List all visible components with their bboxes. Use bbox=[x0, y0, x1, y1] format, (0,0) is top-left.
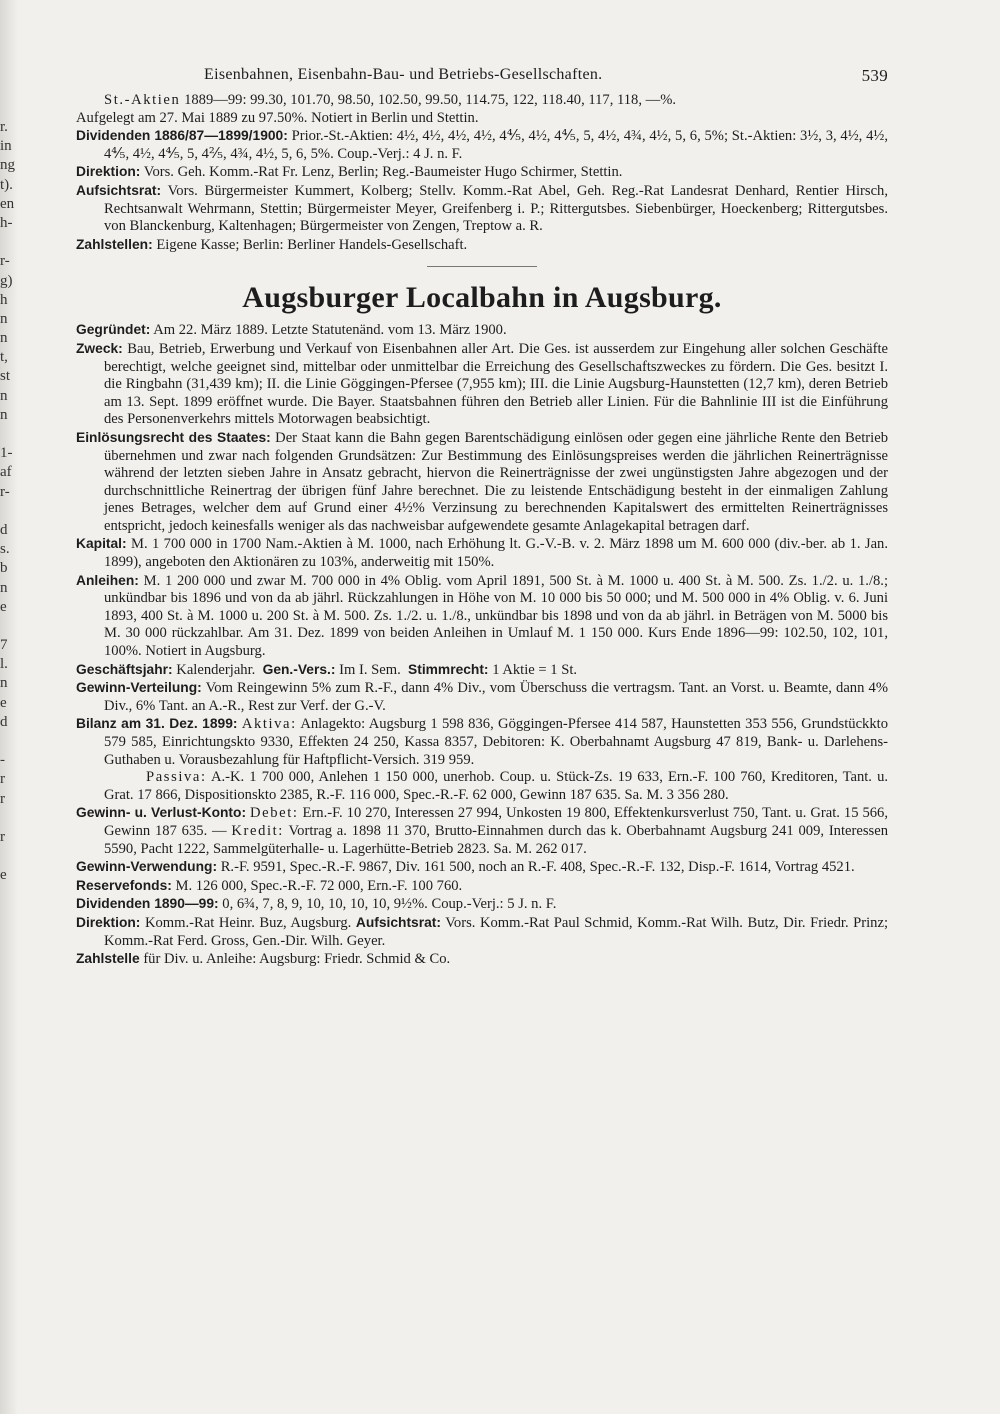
margin-fragment bbox=[0, 617, 16, 636]
gewinn-verwendung: Gewinn-Verwendung: R.-F. 9591, Spec.-R.-F. 9867, Div. 161 500, noch an R.-F. 408, Spec.-R.-F. 132, Disp.-F. 1614, Vortrag 4521. bbox=[76, 859, 855, 876]
margin-fragment: n bbox=[0, 330, 8, 347]
margin-fragment bbox=[0, 732, 16, 751]
kapital: Kapital: M. 1 700 000 in 1700 Nam.-Aktien à M. 1000, nach Erhöhung lt. G.-V.-B. v. 2. März 1898 um M. 600 000 (div.-ber. ab 1. Jan. 1899), angeboten den Aktionären zu 103%, anderweitig mit 150%. bbox=[76, 536, 888, 571]
bilanz-passiva: Passiva: A.-K. 1 700 000, Anlehen 1 150 000, unerhob. Coup. u. Stück-Zs. 19 633, Ern.-F. 100 760, Kreditoren, Tant. u. Grat. 17 866, Dispositionskto 2385, R.-F. 116 000, Spec.-R.-F. 62 000, Gewinn 187 635. Sa. M. 3 356 280. bbox=[104, 769, 889, 803]
page bbox=[76, 64, 888, 969]
dividenden: Dividenden 1890—99: 0, 6¾, 7, 8, 9, 10, 10, 10, 10, 9½%. Coup.-Verj.: 5 J. n. F. bbox=[76, 896, 557, 913]
margin-fragment: h bbox=[0, 291, 8, 308]
gegruendet: Gegründet: Am 22. März 1889. Letzte Statutenänd. vom 13. März 1900. bbox=[76, 322, 507, 339]
margin-fragment: g) bbox=[0, 272, 13, 289]
margin-fragment: - bbox=[0, 752, 5, 769]
margin-fragment: st bbox=[0, 368, 11, 385]
margin-fragment: d bbox=[0, 713, 8, 730]
prev-dividenden: Dividenden 1886/87—1899/1900: Prior.-St.-Aktien: 4½, 4½, 4½, 4½, 4⅘, 4½, 4⅘, 5, 4½, 4¾, 4½, 5, 6, 5%; St.-Aktien: 3½, 3, 4½, 4½, 4⅘, 4½, 4⅘, 5, 4⅖, 4¾, 4½, 5, 6, 5%. Coup.-Verj.: 4 J. n. F. bbox=[76, 128, 888, 162]
margin-fragment bbox=[0, 233, 16, 252]
margin-fragment: n bbox=[0, 387, 8, 404]
page-header bbox=[76, 64, 888, 92]
margin-fragment: r- bbox=[0, 483, 10, 500]
running-title: Eisenbahnen, Eisenbahn-Bau- und Betriebs-Gesellschaften. bbox=[204, 66, 603, 83]
page-number: 539 bbox=[861, 66, 888, 85]
margin-fragment: n bbox=[0, 675, 8, 692]
company-title: Augsburger Localbahn in Augsburg. bbox=[242, 281, 722, 315]
prev-stock-prices: St.-Aktien 1889—99: 99.30, 101.70, 98.50, 102.50, 99.50, 114.75, 122, 118.40, 117, 118, —%. bbox=[104, 92, 677, 108]
margin-fragment: e bbox=[0, 694, 7, 711]
gewinn-verlust-konto: Gewinn- u. Verlust-Konto: Debet: Ern.-F. 10 270, Interessen 27 994, Unkosten 19 800, Effektenkursverlust 750, Tant. u. Grat. 15 566, Gewinn 187 635. — Kredit: Vortrag a. 1898 11 370, Brutto-Einnahmen durch das k. Oberbahnamt Augsburg 241 009, Interessen 5590, Pacht 1222, Sammelgüterhalle- u. Lagerhütte-Betrieb 2823. Sa. M. 262 017. bbox=[76, 805, 889, 857]
margin-fragment: 1- bbox=[0, 445, 13, 462]
prev-listing: Aufgelegt am 27. Mai 1889 zu 97.50%. Notiert in Berlin und Stettin. bbox=[76, 109, 479, 126]
prev-zahlstellen: Zahlstellen: Eigene Kasse; Berlin: Berliner Handels-Gesellschaft. bbox=[76, 236, 468, 253]
prev-aufsichtsrat: Aufsichtsrat: Vors. Bürgermeister Kummert, Kolberg; Stellv. Komm.-Rat Abel, Geh. Reg.-Rat Landesrat Denhard, Rentier Hirsch, Rechtsanwalt Wehrmann, Stettin; Bürgermeister Meyer, Greifenberg i. P.; Rittergutsbes. Siebenbürger, Hoeckenberg; Rittergutsbes. von Blanckenburg, Kaltenhagen; Bürgermeister von Zengen, Treptow a. R. bbox=[76, 182, 889, 235]
margin-fragment: e bbox=[0, 867, 7, 884]
anleihen: Anleihen: M. 1 200 000 und zwar M. 700 000 in 4% Oblig. vom April 1891, 500 St. à M. 1000 u. 400 St. à M. 500. Zs. 1./2. u. 1./8.; unkündbar bis 1896 und von da ab jährl. Rückzahlungen in Höhe von M. 10 000 bis 50 000; und M. 500 000 in 4% Oblig. v. 6. Juni 1893, 400 St. à M. 1000 u. 200 St. à M. 500. Zs. 1./2. u. 1./8., unkündbar bis 1898 und von da ab jährl. in Beträgen von M. 5000 bis M. 30 000 rückzahlbar. Am 31. Dez. 1899 von beiden Anleihen in Umlauf M. 1 150 000. Kurs Ende 1896—99: 102.50, 102, 101, 100%. Notiert in Augsburg. bbox=[76, 572, 888, 660]
section-divider bbox=[427, 266, 537, 267]
margin-fragment: t, bbox=[0, 349, 8, 366]
margin-fragment: l. bbox=[0, 656, 8, 673]
margin-fragment: r bbox=[0, 790, 5, 807]
einloesungsrecht: Einlösungsrecht des Staates: Der Staat kann die Bahn gegen Barentschädigung einlösen oder gegen eine jährliche Rente den Betrieb übernehmen und zwar nach folgenden Grundsätzen: Zur Bestimmung des Einlösungspreises werden die jährlichen Reinerträgnisse während der letzten sieben Jahre in Ansatz gebracht, hiervon die Reinerträgnisse der zwei ungünstigsten Jahre abgezogen und der durchschnittliche Reinertrag der übrigen fünf Jahre berechnet. Die zu leistende Entschädigung besteht in der einmaligen Zahlung jenes Betrages, welcher dem auf Grund einer 4½% Verzinsung zu berechnenden Kapitalswert des ermittelten Reinerträgnisses entspricht, jedoch keinesfalls weniger als das nachweisbar aufgewendete gesamte Anlagekapital betragen darf. bbox=[76, 429, 888, 534]
margin-fragment: d bbox=[0, 521, 8, 538]
margin-fragment: n bbox=[0, 579, 8, 596]
margin-fragment: r- bbox=[0, 253, 10, 270]
margin-fragment: b bbox=[0, 560, 8, 577]
bilanz-aktiva: Bilanz am 31. Dez. 1899: Aktiva: Anlagekto: Augsburg 1 598 836, Göggingen-Pfersee 414 587, Haunstetten 353 556, Grundstückkto 579 585, Einrichtungskto 9330, Effekten 24 250, Kassa 8357, Debitoren: K. Oberbahnamt Augsburg 47 819, Bank- u. Darlehens-Guthaben u. Vorausbezahlung für Haftpflicht-Versich. 319 959. bbox=[76, 716, 888, 768]
margin-fragment: t). bbox=[0, 176, 13, 193]
zahlstelle: Zahlstelle für Div. u. Anleihe: Augsburg: Friedr. Schmid & Co. bbox=[76, 951, 451, 968]
gewinn-verteilung: Gewinn-Verteilung: Vom Reingewinn 5% zum R.-F., dann 4% Div., vom Überschuss die vertragsm. Tant. an Vorst. u. Beamte, dann 4% Div., 6% Tant. an A.-R., Rest zur Verf. der G.-V. bbox=[76, 680, 888, 714]
prev-direktion: Direktion: Vors. Geh. Komm.-Rat Fr. Lenz, Berlin; Reg.-Baumeister Hugo Schirmer, Stettin. bbox=[76, 164, 623, 181]
margin-fragment bbox=[0, 425, 16, 444]
margin-fragment bbox=[0, 847, 16, 866]
margin-fragment: r bbox=[0, 771, 5, 788]
zweck: Zweck: Bau, Betrieb, Erwerbung und Verkauf von Eisenbahnen aller Art. Die Ges. ist ausserdem zur Eingehung aller solchen Geschäfte berechtigt, welche geeignet sind, mittelbar oder unmittelbar die Erreichung des Gesellschaftszweckes zu fördern. Die Ges. besitzt I. die Ringbahn (31,439 km); II. die Linie Göggingen-Pfersee (7,955 km); III. die Linie Augsburg-Haunstetten (12,7 km), deren Betrieb am 13. Sept. 1899 eröffnet wurde. Die Bayer. Staatsbahnen führen den Betrieb aller Linien. Für die Bahnlinie III ist die Einführung des Personenverkehrs mittels Motorwagen beabsichtigt. bbox=[76, 340, 888, 428]
margin-fragment: h- bbox=[0, 214, 13, 231]
margin-fragment: 7 bbox=[0, 637, 8, 654]
margin-fragment: r bbox=[0, 828, 5, 845]
margin-fragment: in bbox=[0, 138, 12, 155]
margin-fragment: s. bbox=[0, 541, 10, 558]
margin-fragment: n bbox=[0, 406, 8, 423]
direktion-aufsichtsrat: Direktion: Komm.-Rat Heinr. Buz, Augsburg. Aufsichtsrat: Vors. Komm.-Rat Paul Schmid, Komm.-Rat Wilh. Butz, Dir. Friedr. Prinz; Komm.-Rat Ferd. Gross, Gen.-Dir. Wilh. Geyer. bbox=[76, 914, 889, 949]
margin-fragment bbox=[0, 502, 16, 521]
margin-fragment: en bbox=[0, 195, 15, 212]
margin-fragment: r. bbox=[0, 119, 8, 135]
margin-fragment: ng bbox=[0, 157, 15, 174]
reservefonds: Reservefonds: M. 126 000, Spec.-R.-F. 72 000, Ern.-F. 100 760. bbox=[76, 877, 463, 894]
left-margin-fragments bbox=[0, 118, 16, 886]
margin-fragment: n bbox=[0, 310, 8, 327]
margin-fragment: af bbox=[0, 464, 12, 481]
margin-fragment bbox=[0, 809, 16, 828]
geschaeftsjahr-line: Geschäftsjahr: Kalenderjahr. Gen.-Vers.: Im I. Sem. Stimmrecht: 1 Aktie = 1 St. bbox=[76, 661, 578, 678]
margin-fragment: e bbox=[0, 598, 7, 615]
